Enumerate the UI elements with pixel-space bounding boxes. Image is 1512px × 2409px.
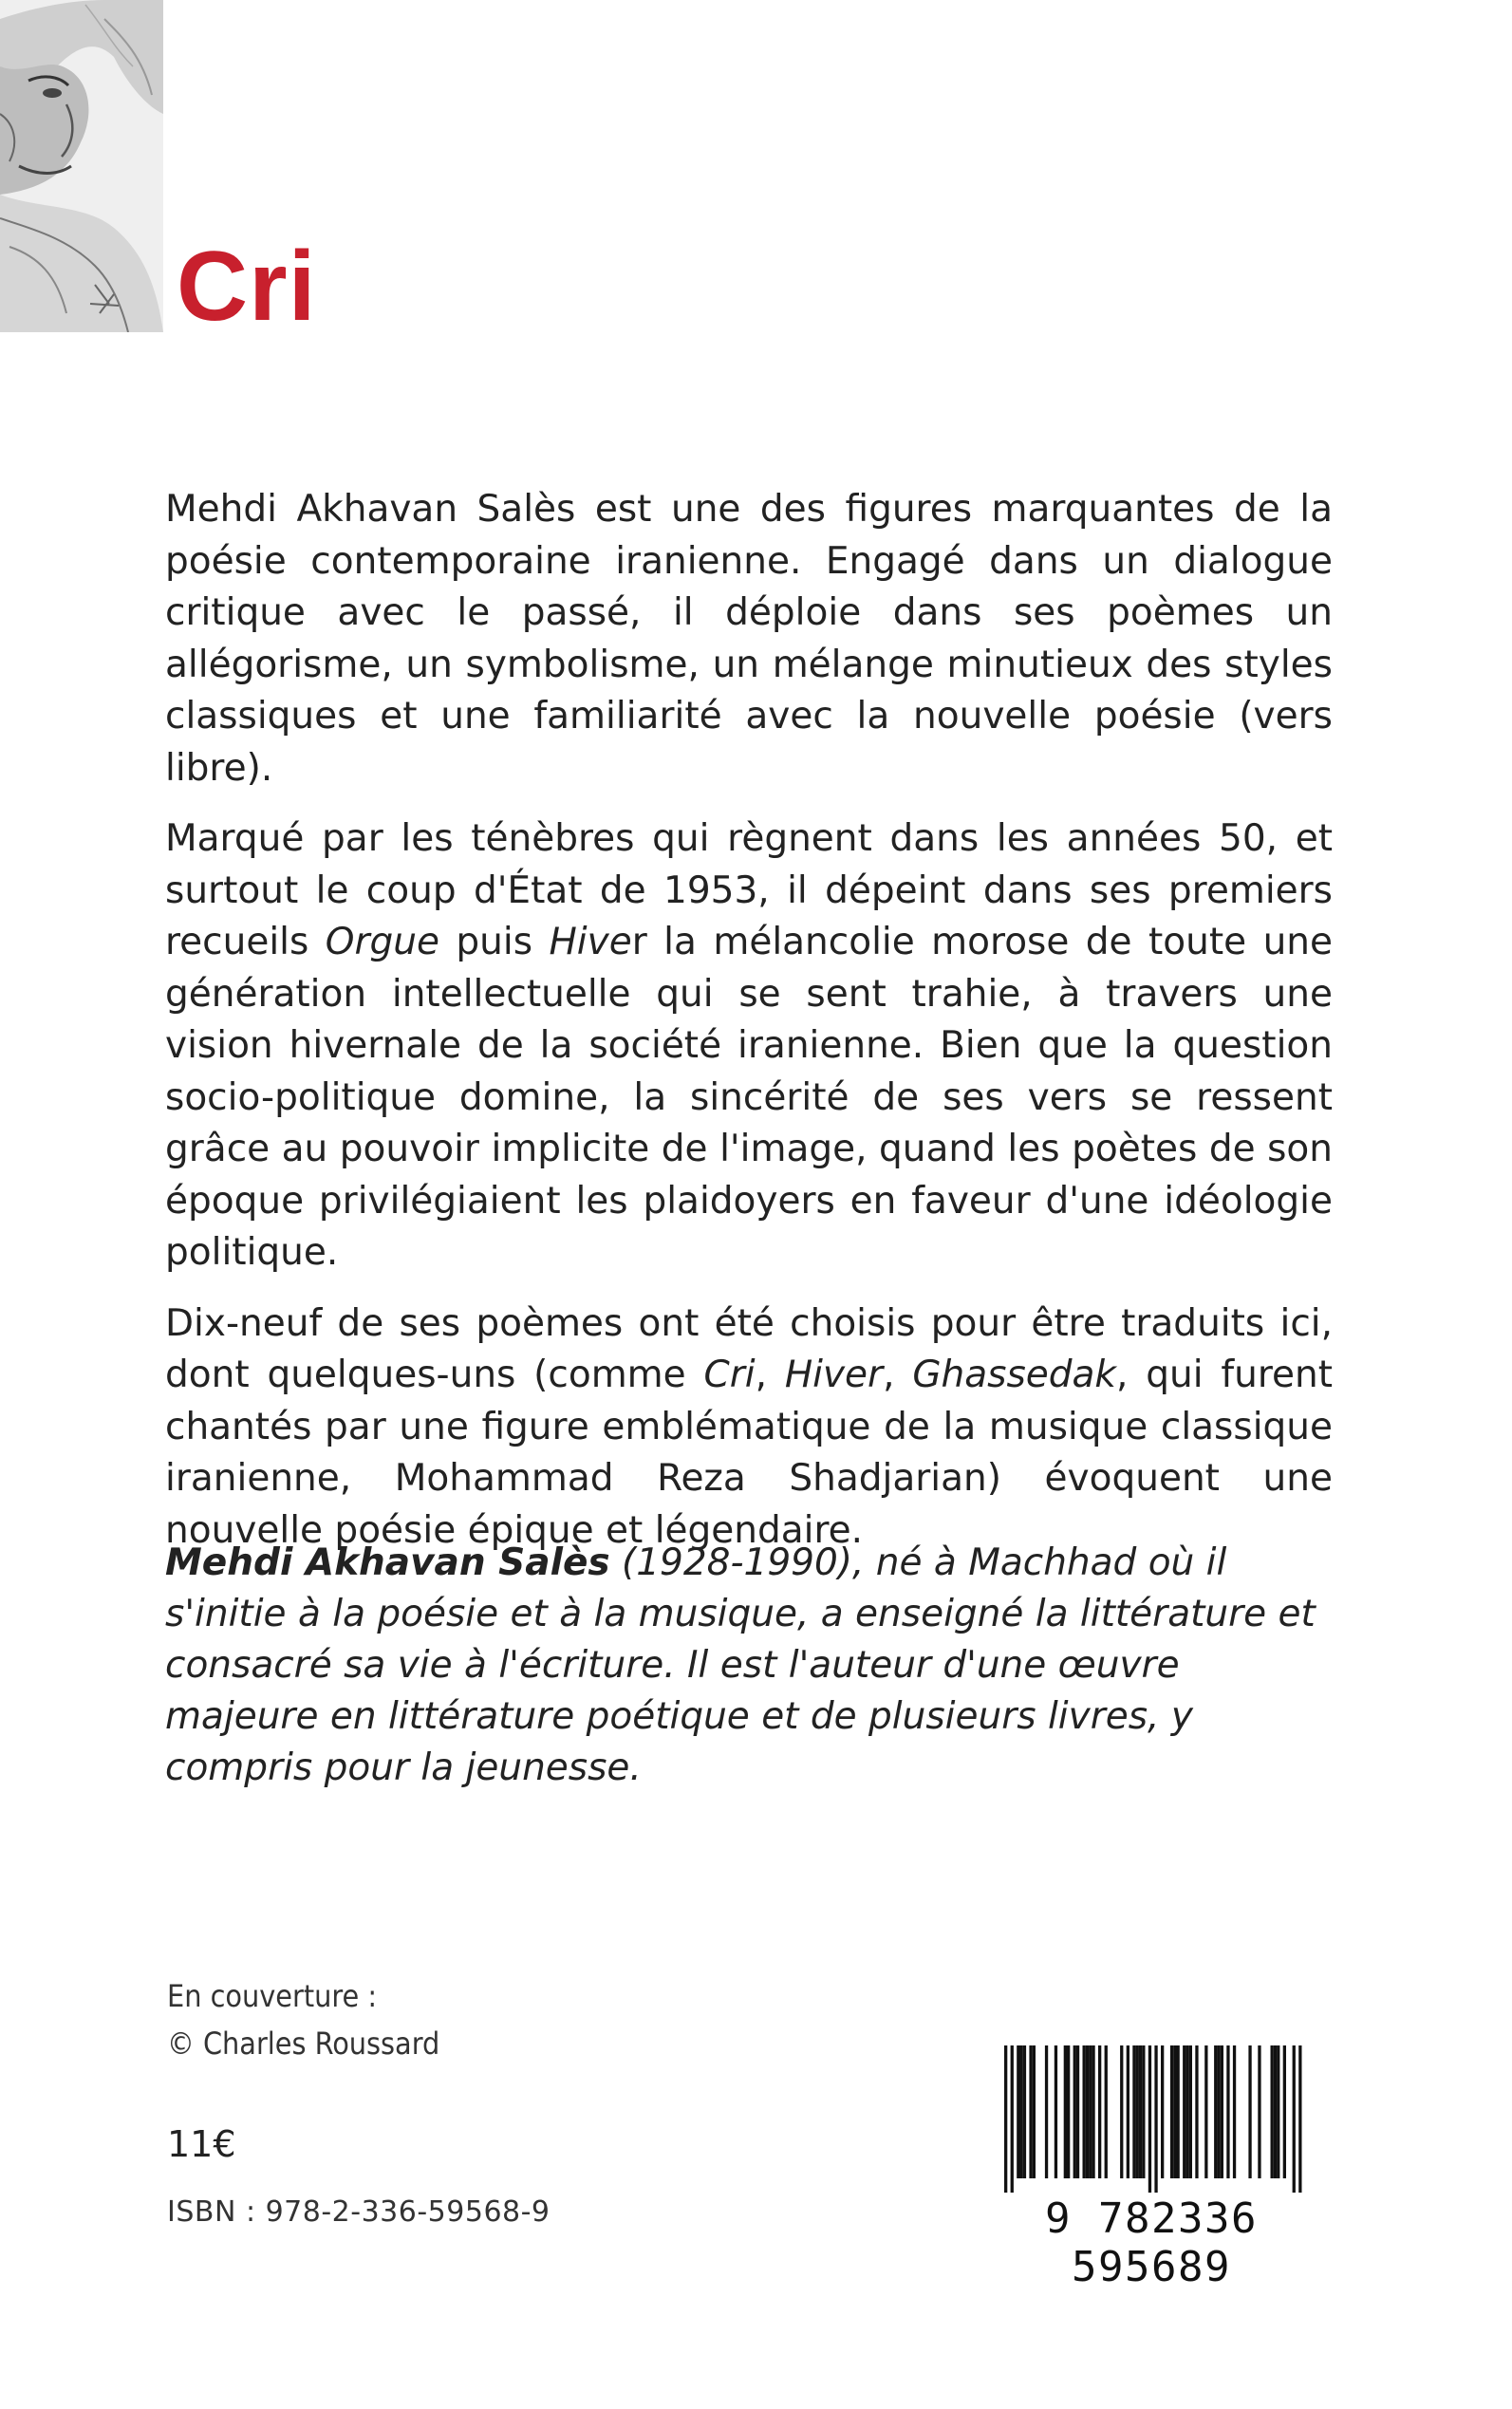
barcode-bar [1011,2045,1014,2193]
barcode-bar [1136,2045,1139,2178]
barcode-bar [1073,2045,1076,2178]
barcode-bar [1139,2045,1142,2178]
barcode-bar [1045,2045,1048,2178]
barcode-bar [1086,2045,1089,2178]
bio-text: (1928-1990), né à Machhad où il s'initie à la poésie et à la musique, a enseigné la littérature et consacré sa vie à l'écriture. Il est l'auteur d'une œuvre majeure en littérature poétique et de plusieurs livres, y compris pour la jeunesse. [165,1541,1316,1789]
barcode-bar [1214,2045,1217,2178]
synopsis-paragraph-2: Marqué par les ténèbres qui règnent dans les années 50, et surtout le coup d'État de 1953, il dépeint dans ses premiers recueils Orgue puis Hiver la mélancolie morose de toute une génération intellectuelle qui se sent trahie, à travers une vision hivernale de la société iranienne. Bien que la question socio-politique domine, la sincérité de ses vers se ressent grâce au pouvoir implicite de l'image, quand les poètes de son époque privilégiaient les plaidoyers en faveur d'une idéologie politique. [165,817,1334,1274]
barcode-bar [1076,2045,1079,2178]
barcode-bar [1161,2045,1164,2178]
synopsis-paragraph-3: Dix-neuf de ses poèmes ont été choisis pour être traduits ici, dont quelques-uns (comme Cri, Hiver, Ghassedak, qui furent chantés par une figure emblématique de la musique classique iranienne, Mohammad Reza Shadjarian) évoquent une nouvelle poésie épique et légendaire. [165,1301,1333,1552]
barcode-bar [1020,2045,1023,2178]
barcode-bar [1105,2045,1108,2178]
barcode-icon [976,2045,1327,2193]
barcode-bar [1185,2045,1188,2178]
synopsis [165,484,1333,1576]
barcode-bar [1029,2045,1032,2178]
author-bio [165,1538,1333,1794]
barcode-bar [1183,2045,1185,2178]
barcode-number: 9 782336 595689 [1045,2194,1258,2291]
barcode-bar [1173,2045,1176,2178]
barcode-bar [1067,2045,1070,2178]
barcode-bar [1271,2045,1274,2178]
barcode-bar [1277,2045,1279,2178]
barcode-bar [1092,2045,1094,2178]
barcode-bar [1170,2045,1173,2178]
barcode-bar [1204,2045,1207,2178]
barcode-bar [1120,2045,1123,2178]
barcode-bar [1033,2045,1036,2178]
barcode-bar [1064,2045,1067,2178]
barcode-bar [1132,2045,1135,2178]
cover-illustration [0,0,163,332]
barcode-bar [1258,2045,1260,2178]
book-title: Cri [177,232,317,342]
barcode-bar [1298,2045,1301,2193]
credits-line-1: En couverture : [167,1978,378,2014]
portrait-sketch-icon [0,0,163,332]
barcode-bar [1023,2045,1026,2178]
barcode-bar [1142,2045,1145,2178]
barcode-bar [1177,2045,1180,2178]
bio-author-name: Mehdi Akhavan Salès [165,1541,610,1584]
barcode-bar [1083,2045,1086,2178]
barcode-bar [1248,2045,1251,2178]
barcode-bar [1089,2045,1092,2178]
barcode-bar [1217,2045,1220,2178]
barcode-bar [1221,2045,1223,2178]
barcode-bar [1233,2045,1236,2178]
barcode-bar [1004,2045,1007,2193]
isbn: ISBN : 978-2-336-59568-9 [167,2195,551,2229]
synopsis-paragraph-1: Mehdi Akhavan Salès est une des figures marquantes de la poésie contemporaine iranienne. Engagé dans un dialogue critique avec le passé, il déploie dans ses poèmes un allégorisme, un symbolisme, un mélange minutieux des styles classiques et une familiarité avec la nouvelle poésie (vers libre). [165,488,1333,790]
barcode-bar [1055,2045,1057,2178]
barcode-bar [1195,2045,1198,2178]
barcode-bar [1293,2045,1296,2193]
barcode-bar [1283,2045,1286,2178]
barcode-bar [1154,2045,1157,2193]
price: 11€ [167,2123,236,2165]
barcode-bar [1017,2045,1019,2178]
barcode-bar [1148,2045,1151,2193]
barcode-bar [1189,2045,1192,2178]
barcode-bar [1127,2045,1129,2178]
barcode-bar [1098,2045,1101,2178]
credits-line-2: © Charles Roussard [167,2026,440,2062]
barcode-bar [1274,2045,1277,2178]
cover-credits [167,1972,439,2067]
barcode-bar [1226,2045,1229,2178]
